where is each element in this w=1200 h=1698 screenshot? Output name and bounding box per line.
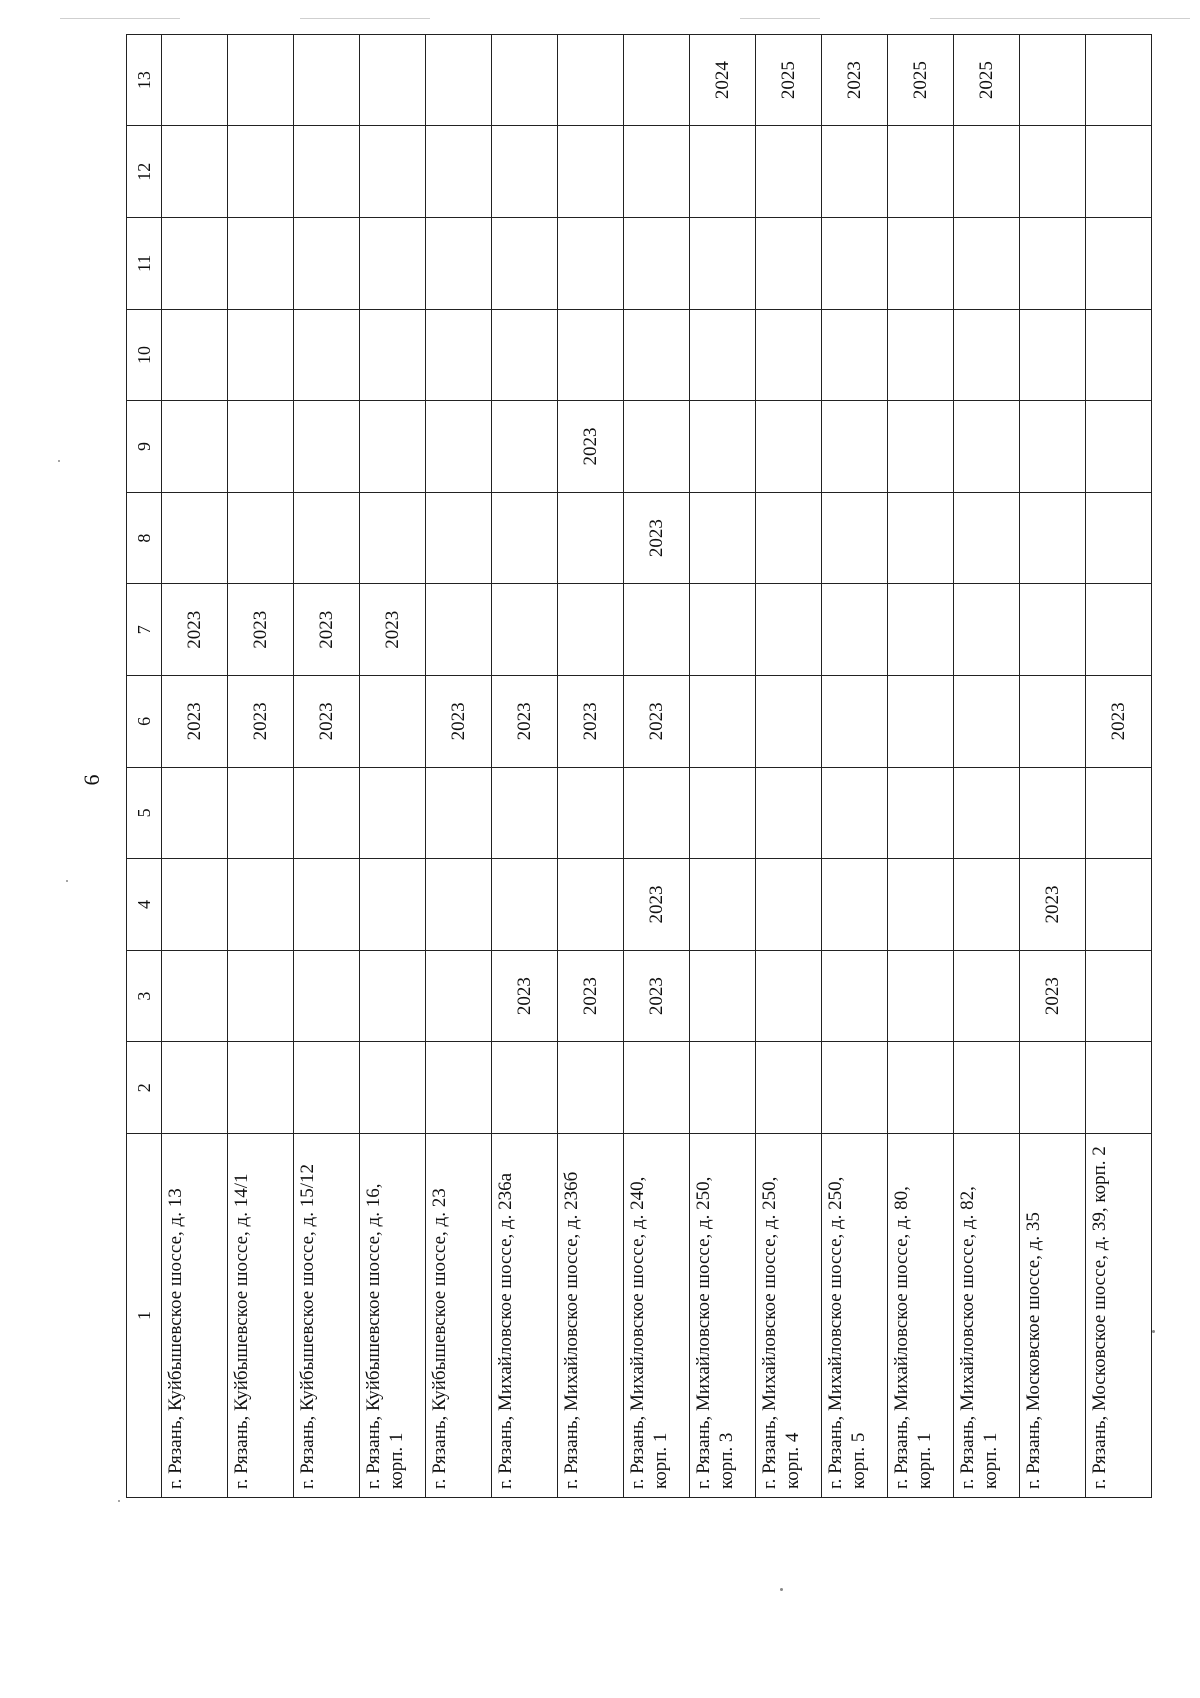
year-cell-col-6 bbox=[822, 676, 888, 768]
year-cell-col-12 bbox=[228, 126, 294, 218]
year-cell-col-3 bbox=[954, 950, 1020, 1042]
scan-speck bbox=[1152, 1330, 1155, 1333]
year-cell-col-4: 2023 bbox=[624, 859, 690, 951]
year-cell-col-9 bbox=[1020, 401, 1086, 493]
year-cell-col-2 bbox=[1020, 1042, 1086, 1134]
year-cell-col-6 bbox=[756, 676, 822, 768]
year-cell-col-9: 2023 bbox=[558, 401, 624, 493]
year-cell-col-6: 2023 bbox=[294, 676, 360, 768]
year-cell-col-2 bbox=[294, 1042, 360, 1134]
year-cell-col-8 bbox=[228, 492, 294, 584]
year-cell-col-5 bbox=[360, 767, 426, 859]
column-header-8: 8 bbox=[127, 492, 162, 584]
year-cell-col-4 bbox=[360, 859, 426, 951]
table-header-row bbox=[127, 34, 162, 1497]
year-cell-col-13 bbox=[1086, 34, 1152, 126]
address-cell: г. Рязань, Куйбышевское шоссе, д. 13 bbox=[162, 1134, 228, 1498]
year-cell-col-13: 2025 bbox=[756, 34, 822, 126]
year-cell-col-3: 2023 bbox=[558, 950, 624, 1042]
year-cell-col-7 bbox=[1020, 584, 1086, 676]
year-cell-col-11 bbox=[690, 218, 756, 310]
year-cell-col-4 bbox=[756, 859, 822, 951]
year-cell-col-2 bbox=[492, 1042, 558, 1134]
address-cell: г. Рязань, Михайловское шоссе, д. 250, корп. 3 bbox=[690, 1134, 756, 1498]
year-cell-col-7: 2023 bbox=[360, 584, 426, 676]
year-cell-col-6: 2023 bbox=[228, 676, 294, 768]
year-cell-col-6: 2023 bbox=[1086, 676, 1152, 768]
table-row bbox=[558, 34, 624, 1497]
year-cell-col-2 bbox=[228, 1042, 294, 1134]
address-cell: г. Рязань, Михайловское шоссе, д. 250, корп. 4 bbox=[756, 1134, 822, 1498]
year-cell-col-13 bbox=[1020, 34, 1086, 126]
year-cell-col-13 bbox=[360, 34, 426, 126]
year-cell-col-8 bbox=[558, 492, 624, 584]
year-cell-col-9 bbox=[294, 401, 360, 493]
column-header-6: 6 bbox=[127, 676, 162, 768]
year-cell-col-9 bbox=[756, 401, 822, 493]
year-cell-col-9 bbox=[624, 401, 690, 493]
year-cell-col-13 bbox=[228, 34, 294, 126]
year-cell-col-2 bbox=[426, 1042, 492, 1134]
year-cell-col-8: 2023 bbox=[624, 492, 690, 584]
page-number: 6 bbox=[79, 774, 104, 786]
year-cell-col-8 bbox=[822, 492, 888, 584]
column-header-13: 13 bbox=[127, 34, 162, 126]
year-cell-col-3 bbox=[822, 950, 888, 1042]
year-cell-col-6 bbox=[1020, 676, 1086, 768]
year-cell-col-12 bbox=[492, 126, 558, 218]
year-cell-col-2 bbox=[624, 1042, 690, 1134]
table-row bbox=[1086, 34, 1152, 1497]
year-cell-col-3 bbox=[294, 950, 360, 1042]
year-cell-col-5 bbox=[162, 767, 228, 859]
year-cell-col-7: 2023 bbox=[162, 584, 228, 676]
year-cell-col-3: 2023 bbox=[1020, 950, 1086, 1042]
year-cell-col-7 bbox=[690, 584, 756, 676]
year-cell-col-12 bbox=[558, 126, 624, 218]
year-cell-col-9 bbox=[954, 401, 1020, 493]
address-cell: г. Рязань, Куйбышевское шоссе, д. 15/12 bbox=[294, 1134, 360, 1498]
year-cell-col-10 bbox=[426, 309, 492, 401]
year-cell-col-11 bbox=[426, 218, 492, 310]
year-cell-col-7 bbox=[888, 584, 954, 676]
year-cell-col-3 bbox=[228, 950, 294, 1042]
year-cell-col-6: 2023 bbox=[492, 676, 558, 768]
year-cell-col-6: 2023 bbox=[426, 676, 492, 768]
year-cell-col-12 bbox=[360, 126, 426, 218]
column-header-4: 4 bbox=[127, 859, 162, 951]
address-cell: г. Рязань, Михайловское шоссе, д. 236а bbox=[492, 1134, 558, 1498]
year-cell-col-8 bbox=[294, 492, 360, 584]
year-cell-col-5 bbox=[558, 767, 624, 859]
scan-speck bbox=[118, 1500, 120, 1502]
year-cell-col-2 bbox=[1086, 1042, 1152, 1134]
year-cell-col-9 bbox=[426, 401, 492, 493]
year-cell-col-12 bbox=[162, 126, 228, 218]
address-cell: г. Рязань, Михайловское шоссе, д. 250, корп. 5 bbox=[822, 1134, 888, 1498]
year-cell-col-10 bbox=[888, 309, 954, 401]
year-cell-col-8 bbox=[1086, 492, 1152, 584]
address-cell: г. Рязань, Михайловское шоссе, д. 82, корп. 1 bbox=[954, 1134, 1020, 1498]
year-cell-col-9 bbox=[162, 401, 228, 493]
year-cell-col-3: 2023 bbox=[492, 950, 558, 1042]
rotated-table-container bbox=[126, 34, 1152, 1498]
year-cell-col-12 bbox=[954, 126, 1020, 218]
year-cell-col-5 bbox=[888, 767, 954, 859]
year-cell-col-4 bbox=[690, 859, 756, 951]
year-cell-col-4 bbox=[1086, 859, 1152, 951]
year-cell-col-13: 2024 bbox=[690, 34, 756, 126]
year-cell-col-6 bbox=[360, 676, 426, 768]
year-cell-col-13 bbox=[426, 34, 492, 126]
column-header-3: 3 bbox=[127, 950, 162, 1042]
year-cell-col-11 bbox=[360, 218, 426, 310]
year-cell-col-10 bbox=[954, 309, 1020, 401]
year-cell-col-10 bbox=[624, 309, 690, 401]
year-cell-col-8 bbox=[1020, 492, 1086, 584]
year-cell-col-11 bbox=[162, 218, 228, 310]
table-row bbox=[822, 34, 888, 1497]
year-cell-col-7: 2023 bbox=[294, 584, 360, 676]
year-cell-col-4: 2023 bbox=[1020, 859, 1086, 951]
year-cell-col-2 bbox=[954, 1042, 1020, 1134]
year-cell-col-3 bbox=[1086, 950, 1152, 1042]
address-cell: г. Рязань, Куйбышевское шоссе, д. 14/1 bbox=[228, 1134, 294, 1498]
table-row bbox=[426, 34, 492, 1497]
year-cell-col-8 bbox=[690, 492, 756, 584]
year-cell-col-7 bbox=[558, 584, 624, 676]
year-cell-col-9 bbox=[888, 401, 954, 493]
year-cell-col-3 bbox=[162, 950, 228, 1042]
year-cell-col-6: 2023 bbox=[558, 676, 624, 768]
year-cell-col-13 bbox=[558, 34, 624, 126]
year-cell-col-11 bbox=[228, 218, 294, 310]
table-row bbox=[294, 34, 360, 1497]
year-cell-col-10 bbox=[294, 309, 360, 401]
year-cell-col-7 bbox=[822, 584, 888, 676]
year-cell-col-12 bbox=[888, 126, 954, 218]
year-cell-col-5 bbox=[690, 767, 756, 859]
table-row bbox=[954, 34, 1020, 1497]
year-cell-col-4 bbox=[492, 859, 558, 951]
year-cell-col-12 bbox=[294, 126, 360, 218]
year-cell-col-9 bbox=[492, 401, 558, 493]
year-cell-col-3 bbox=[426, 950, 492, 1042]
year-cell-col-5 bbox=[492, 767, 558, 859]
year-cell-col-2 bbox=[888, 1042, 954, 1134]
scan-speck bbox=[66, 880, 68, 882]
year-cell-col-5 bbox=[822, 767, 888, 859]
year-cell-col-8 bbox=[360, 492, 426, 584]
year-cell-col-7 bbox=[954, 584, 1020, 676]
scan-edge-line bbox=[930, 18, 1190, 19]
table-row bbox=[492, 34, 558, 1497]
column-header-9: 9 bbox=[127, 401, 162, 493]
year-cell-col-10 bbox=[1020, 309, 1086, 401]
year-cell-col-13 bbox=[624, 34, 690, 126]
year-cell-col-7 bbox=[1086, 584, 1152, 676]
year-cell-col-11 bbox=[492, 218, 558, 310]
year-cell-col-4 bbox=[426, 859, 492, 951]
year-cell-col-10 bbox=[1086, 309, 1152, 401]
year-cell-col-11 bbox=[954, 218, 1020, 310]
year-cell-col-9 bbox=[360, 401, 426, 493]
column-header-10: 10 bbox=[127, 309, 162, 401]
year-cell-col-11 bbox=[888, 218, 954, 310]
scan-edge-line bbox=[60, 18, 180, 19]
year-cell-col-10 bbox=[690, 309, 756, 401]
address-cell: г. Рязань, Михайловское шоссе, д. 80, корп. 1 bbox=[888, 1134, 954, 1498]
year-cell-col-6: 2023 bbox=[624, 676, 690, 768]
year-cell-col-10 bbox=[162, 309, 228, 401]
year-cell-col-11 bbox=[822, 218, 888, 310]
year-cell-col-2 bbox=[558, 1042, 624, 1134]
year-cell-col-5 bbox=[954, 767, 1020, 859]
scan-speck bbox=[780, 1588, 783, 1591]
year-cell-col-12 bbox=[1086, 126, 1152, 218]
year-cell-col-7 bbox=[624, 584, 690, 676]
year-cell-col-12 bbox=[822, 126, 888, 218]
year-cell-col-2 bbox=[756, 1042, 822, 1134]
table-body bbox=[162, 34, 1152, 1497]
year-cell-col-8 bbox=[756, 492, 822, 584]
year-cell-col-2 bbox=[690, 1042, 756, 1134]
column-header-12: 12 bbox=[127, 126, 162, 218]
year-cell-col-13 bbox=[492, 34, 558, 126]
year-cell-col-4 bbox=[294, 859, 360, 951]
year-cell-col-3 bbox=[888, 950, 954, 1042]
column-header-7: 7 bbox=[127, 584, 162, 676]
address-cell: г. Рязань, Московское шоссе, д. 35 bbox=[1020, 1134, 1086, 1498]
year-cell-col-3 bbox=[690, 950, 756, 1042]
year-cell-col-6 bbox=[954, 676, 1020, 768]
table-row bbox=[690, 34, 756, 1497]
year-cell-col-3: 2023 bbox=[624, 950, 690, 1042]
year-cell-col-9 bbox=[228, 401, 294, 493]
year-cell-col-5 bbox=[756, 767, 822, 859]
scan-edge-line bbox=[300, 18, 430, 19]
year-cell-col-8 bbox=[426, 492, 492, 584]
year-cell-col-11 bbox=[756, 218, 822, 310]
column-header-11: 11 bbox=[127, 218, 162, 310]
year-cell-col-12 bbox=[756, 126, 822, 218]
year-cell-col-4 bbox=[558, 859, 624, 951]
data-table bbox=[126, 34, 1152, 1498]
year-cell-col-3 bbox=[360, 950, 426, 1042]
year-cell-col-4 bbox=[888, 859, 954, 951]
year-cell-col-5 bbox=[294, 767, 360, 859]
year-cell-col-4 bbox=[228, 859, 294, 951]
address-cell: г. Рязань, Куйбышевское шоссе, д. 16, корп. 1 bbox=[360, 1134, 426, 1498]
year-cell-col-13 bbox=[162, 34, 228, 126]
year-cell-col-13: 2023 bbox=[822, 34, 888, 126]
year-cell-col-10 bbox=[756, 309, 822, 401]
year-cell-col-8 bbox=[888, 492, 954, 584]
year-cell-col-5 bbox=[1086, 767, 1152, 859]
year-cell-col-10 bbox=[228, 309, 294, 401]
year-cell-col-10 bbox=[492, 309, 558, 401]
table-row bbox=[360, 34, 426, 1497]
address-cell: г. Рязань, Куйбышевское шоссе, д. 23 bbox=[426, 1134, 492, 1498]
year-cell-col-9 bbox=[1086, 401, 1152, 493]
year-cell-col-12 bbox=[426, 126, 492, 218]
year-cell-col-13: 2025 bbox=[954, 34, 1020, 126]
year-cell-col-11 bbox=[1020, 218, 1086, 310]
year-cell-col-5 bbox=[624, 767, 690, 859]
year-cell-col-2 bbox=[162, 1042, 228, 1134]
year-cell-col-4 bbox=[954, 859, 1020, 951]
table-row bbox=[624, 34, 690, 1497]
year-cell-col-2 bbox=[822, 1042, 888, 1134]
year-cell-col-6: 2023 bbox=[162, 676, 228, 768]
year-cell-col-4 bbox=[822, 859, 888, 951]
year-cell-col-7 bbox=[426, 584, 492, 676]
year-cell-col-4 bbox=[162, 859, 228, 951]
year-cell-col-8 bbox=[954, 492, 1020, 584]
column-header-5: 5 bbox=[127, 767, 162, 859]
table-row bbox=[888, 34, 954, 1497]
year-cell-col-7: 2023 bbox=[228, 584, 294, 676]
year-cell-col-11 bbox=[624, 218, 690, 310]
year-cell-col-8 bbox=[162, 492, 228, 584]
address-cell: г. Рязань, Михайловское шоссе, д. 240, корп. 1 bbox=[624, 1134, 690, 1498]
year-cell-col-5 bbox=[1020, 767, 1086, 859]
address-cell: г. Рязань, Михайловское шоссе, д. 236б bbox=[558, 1134, 624, 1498]
table-row bbox=[228, 34, 294, 1497]
year-cell-col-12 bbox=[690, 126, 756, 218]
column-header-2: 2 bbox=[127, 1042, 162, 1134]
scan-edge-line bbox=[740, 18, 820, 19]
year-cell-col-12 bbox=[624, 126, 690, 218]
year-cell-col-12 bbox=[1020, 126, 1086, 218]
year-cell-col-8 bbox=[492, 492, 558, 584]
year-cell-col-11 bbox=[294, 218, 360, 310]
address-cell: г. Рязань, Московское шоссе, д. 39, корп. 2 bbox=[1086, 1134, 1152, 1498]
year-cell-col-10 bbox=[360, 309, 426, 401]
year-cell-col-9 bbox=[690, 401, 756, 493]
year-cell-col-5 bbox=[228, 767, 294, 859]
year-cell-col-3 bbox=[756, 950, 822, 1042]
table-row bbox=[1020, 34, 1086, 1497]
year-cell-col-6 bbox=[888, 676, 954, 768]
year-cell-col-13 bbox=[294, 34, 360, 126]
year-cell-col-10 bbox=[822, 309, 888, 401]
year-cell-col-2 bbox=[360, 1042, 426, 1134]
year-cell-col-11 bbox=[558, 218, 624, 310]
scan-speck bbox=[58, 460, 60, 462]
year-cell-col-9 bbox=[822, 401, 888, 493]
table-row bbox=[756, 34, 822, 1497]
year-cell-col-7 bbox=[756, 584, 822, 676]
year-cell-col-11 bbox=[1086, 218, 1152, 310]
year-cell-col-13: 2025 bbox=[888, 34, 954, 126]
year-cell-col-6 bbox=[690, 676, 756, 768]
table-row bbox=[162, 34, 228, 1497]
column-header-1: 1 bbox=[127, 1134, 162, 1498]
year-cell-col-7 bbox=[492, 584, 558, 676]
year-cell-col-10 bbox=[558, 309, 624, 401]
year-cell-col-5 bbox=[426, 767, 492, 859]
